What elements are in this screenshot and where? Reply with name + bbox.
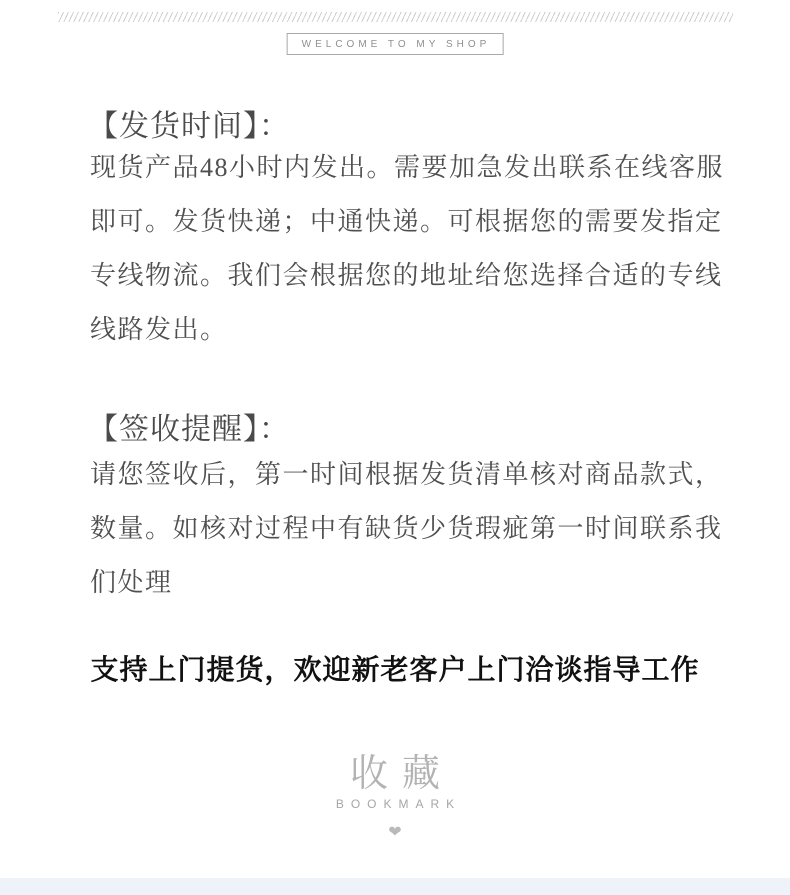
receipt-line: 们处理 (90, 568, 173, 597)
receipt-line: 请您签收后，第一时间根据发货清单核对商品款式， (90, 460, 723, 489)
receipt-reminder-paragraph (90, 448, 723, 610)
shipping-line: 专线物流。我们会根据您的地址给您选择合适的专线 (90, 261, 723, 290)
bookmark-en-label: BOOKMARK (335, 797, 462, 811)
footer-accent-bar (0, 878, 790, 895)
shipping-line: 现货产品48小时内发出。需要加急发出联系在线客服 (90, 153, 725, 182)
pickup-notice-text: 支持上门提货，欢迎新老客户上门洽谈指导工作 (90, 655, 700, 686)
diagonal-hatch-divider (58, 12, 733, 22)
bookmark-cn-label: 收藏 (349, 753, 454, 795)
shipping-time-title: 【发货时间】： (88, 110, 290, 143)
receipt-reminder-title: 【签收提醒】： (88, 413, 290, 446)
shipping-line: 即可。发货快递；中通快递。可根据您的需要发指定 (90, 207, 723, 236)
shipping-time-paragraph (90, 141, 724, 357)
receipt-line: 数量。如核对过程中有缺货少货瑕疵第一时间联系我 (90, 514, 723, 543)
welcome-banner: WELCOME TO MY SHOP (287, 33, 504, 55)
shipping-line: 线路发出。 (90, 315, 228, 344)
heart-icon: ❤ (388, 824, 402, 841)
